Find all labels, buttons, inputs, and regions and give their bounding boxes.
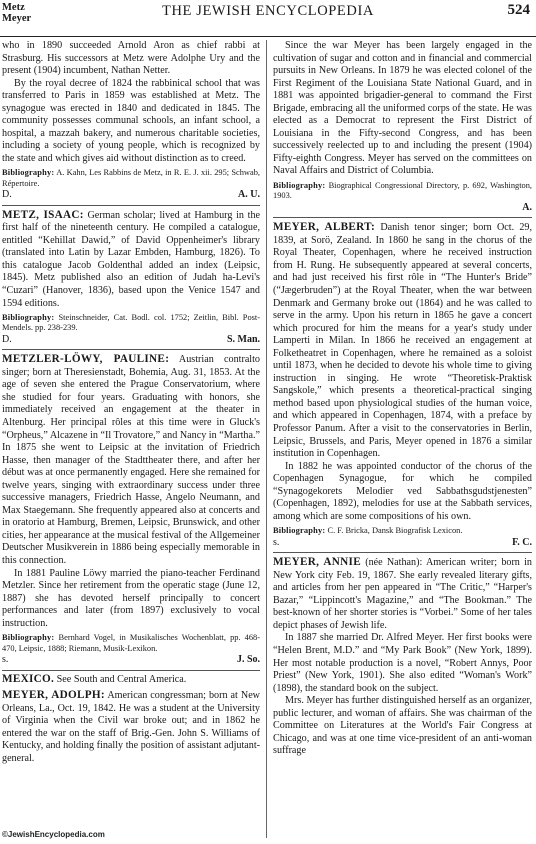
article-meyer-adolph: [2, 689, 260, 765]
bibliography-label: Bibliography:: [2, 168, 55, 178]
author-initials: F. C.: [512, 536, 532, 548]
article-divider: [2, 670, 260, 671]
article-heading: MEXICO.: [2, 672, 55, 685]
article-divider: [273, 552, 532, 553]
article-heading: MEYER, ANNIE: [273, 556, 361, 569]
bibliography: [2, 168, 260, 189]
article-meyer-albert: [273, 221, 532, 460]
signature: [2, 334, 260, 346]
bibliography-text: C. F. Bricka, Dansk Biografisk Lexicon.: [327, 526, 463, 536]
paragraph: In 1881 Pauline Löwy married the piano-teacher Ferdinand Metzler. Since her retirement from the operatic stage (June 12, 1887) she has devoted herself principally to concert performances and later (from 1897) exclusively to vocal instruction.: [2, 567, 260, 629]
paragraph: In 1887 she married Dr. Alfred Meyer. Her first books were “Helen Brent, M.D.” and “My Park Book” (New York, 1899). Her most notable production is a novel, “Robert Annys, Poor Priest” (New York, 1901). She also edited “Woman's Work” (1898), the standard book on the subject.: [273, 632, 532, 694]
left-column: [2, 40, 260, 765]
paragraph: Mrs. Meyer has further distinguished herself as an organizer, public lecturer, and woman of affairs. She was chairman of the Committee on Literatures at the World's Fair Congress at Chicago, and was at one time vice-president of an anti-woman suffrage: [273, 695, 532, 757]
bibliography-text: A. Kahn, Les Rabbins de Metz, in R. E. J. xii. 295; Schwab, Répertoire.: [2, 168, 260, 188]
paragraph: who in 1890 succeeded Arnold Aron as chief rabbi at Strasburg. His successors at Metz were Adolphe Ury and the present (1904) incumbent, Nathan Netter.: [2, 40, 260, 77]
column-divider: [266, 40, 267, 838]
article-divider: [273, 217, 532, 218]
article-heading: METZ, ISAAC:: [2, 208, 84, 221]
article-metzler-lowy: [2, 353, 260, 567]
bibliography-text: Bernhard Vogel, in Musikalisches Wochenblatt, pp. 468-470, Leipsic, 1888; Riemann, Musik-Lexikon.: [2, 633, 261, 653]
bibliography-text: Biographical Congressional Directory, p. 692, Washington, 1903.: [273, 181, 532, 201]
article-text: German scholar; lived at Hamburg in the first half of the nineteenth century. He compiled a catalogue, entitled “Kehillat Dawid,” of David Oppenheimer's library (translated into Latin by Lazar Embden, Hamburg, 1826). To this catalogue Jacob Goldenthal added an index (Leipsic, 1845). Metz published also an edition of Judah ha-Levi's “Cuzari” (Hanover, 1836), based upon the Venice 1547 and 1594 editions.: [2, 209, 261, 309]
headword-bottom: Meyer: [2, 13, 32, 24]
article-divider: [2, 205, 260, 206]
signature: [2, 654, 260, 666]
article-heading: METZLER-LÖWY, PAULINE:: [2, 353, 170, 366]
bibliography: [2, 633, 260, 654]
signature: [273, 202, 532, 214]
copyright-footer: ©JewishEncyclopedia.com: [2, 830, 105, 839]
article-divider: [2, 349, 260, 350]
article-text: Austrian contralto singer; born at Theresienstadt, Bohemia, Aug. 31, 1853. At the age of seven she entered the Prague Conservatorium, where she studied for four years. Graduating with honors, she immediately received an engagement at the theater in Altenburg. Her principal rôles at this time were in Gluck's “Orpheus,” Alcazene in “Il Trovatore,” and Nancy in “Martha.” In 1875 she went to Leipsic at the invitation of Friedrich Hasse, then manager of the Stadttheater there, and after her début was at once permanently engaged. Here she remained for twelve years, singing with extraordinary success under three successive managers, Friedrich Hasse, Angelo Neumann, and Max Staegemann. She frequently appeared also at concerts and in oratorio at Hamburg, Bremen, Leipsic, Brunswick, and other cities, her appearance at the musical festival of the Allgemeiner Deutscher Musikverein in 1886 being especially memorable in this connection.: [2, 354, 260, 567]
author-initials: A.: [522, 201, 532, 213]
article-meyer-annie: [273, 556, 532, 632]
article-mexico: [2, 673, 260, 687]
bibliography: [2, 313, 260, 334]
article-heading: MEYER, ALBERT:: [273, 221, 376, 234]
paragraph: In 1882 he was appointed conductor of the chorus of the Copenhagen Synagogue, for which he compiled “Synagogekorets Melodier ved Sabbathsgudstjenesten” (Copenhagen, 1892), melodies for use at the Sabbath services, among which are some compositions of his own.: [273, 460, 532, 522]
article-heading: MEYER, ADOLPH:: [2, 689, 105, 702]
signature-initial: D.: [2, 333, 12, 345]
article-metz-isaac: [2, 209, 260, 310]
page-header: [0, 0, 536, 37]
signature-initial: s.: [273, 536, 280, 548]
right-column: [273, 40, 532, 758]
article-text: American writer; born in New York city Feb. 19, 1867. She early revealed literary gifts, and articles from her pen appeared in “The Critic,” “Harper's Bazar,” “Lippincott's Magazine,” and “The Bookman.” The best-known of her shorter stories is “Vorbei.” Some of her tales depict phases of Jewish life.: [273, 557, 532, 631]
author-initials: S. Man.: [226, 333, 260, 345]
signature-initial: s.: [2, 654, 9, 666]
paragraph: Since the war Meyer has been largely engaged in the cultivation of sugar and cotton and in financial and commercial pursuits in New Orleans. In 1879 he was elected colonel of the First Regiment of the Louisiana State National Guard, and in 1881 was appointed brigadier-general to command the First Brigade, embracing all the uniformed corps of the state. He was elected as a Democrat to represent the First District of Louisiana in the Fifty-second Congress, and has been successively reelected up to and including the present (1904) Fifty-eighth Congress. Meyer has served on the committees on Naval Affairs and District of Columbia.: [273, 40, 532, 177]
cross-reference: See South and Central America.: [56, 673, 187, 685]
signature: [2, 189, 260, 201]
bibliography: [273, 526, 532, 536]
headword-top: Metz: [2, 2, 25, 13]
signature-initial: D.: [2, 189, 12, 201]
paragraph: By the royal decree of 1824 the rabbinical school that was transferred to Paris in 1859 was established at Metz. The synagogue was erected in 1840 and dedicated in 1845. The community possesses communal schools, an infant school, a hospital, a mazzah bakery, and numerous charitable societies, including a society of young people, which is recognized by the state and which gives aid without distinction as to creed.: [2, 77, 260, 164]
bibliography-label: Bibliography:: [2, 313, 55, 323]
author-initials: J. So.: [236, 654, 260, 666]
bibliography-label: Bibliography:: [273, 181, 326, 191]
bibliography-label: Bibliography:: [273, 526, 326, 536]
bibliography-label: Bibliography:: [2, 633, 55, 643]
article-heading-suffix: (née Nathan):: [365, 557, 423, 569]
journal-title: THE JEWISH ENCYCLOPEDIA: [162, 3, 374, 19]
article-text: Danish tenor singer; born Oct. 29, 1839, at Sorö, Zealand. In 1860 he sang in the chorus of the Royal Theater, Copenhagen, where he received instruction from H. Rung. He subsequently appeared at several concerts, and had just received his first rôle in “The Hunter's Bride” (“Jægerbruden”) at the Royal Theater, when the war between Denmark and Germany broke out (1864) and he was called to serve in the army. Upon his return in 1865 he gave a concert which procured for him the means for a year's study under Lamperti in Milan. In 1866 he received an engagement at Folketheatret in Copenhagen, where he remained as a soloist until 1873, when he decided to devote his whole time to giving instruction in singing. He wrote “Theoretisk-Praktisk Sangskole,” which presents a theoretical-practical singing method based upon physiological studies of the human voice, and which appeared in Copenhagen, 1874, with a preface by Professor Panum. After a visit to the conservatories in Berlin, Leipsic, Brussels, and Paris, Meyer opened in 1876 a similar institution in Copenhagen.: [273, 222, 533, 460]
author-initials: A. U.: [238, 189, 260, 201]
page-number: 524: [507, 2, 530, 18]
bibliography-text: Steinschneider, Cat. Bodl. col. 1752; Zeitlin, Bibl. Post-Mendels. pp. 238-239.: [2, 313, 261, 333]
bibliography: [273, 181, 532, 202]
signature: [273, 537, 532, 549]
article-text: American congressman; born at New Orleans, La., Oct. 19, 1842. He was a student at the University of Virginia when the Civil war broke out; and in 1862 he entered the war on the staff of Brig.-Gen. John S. Williams of Kentucky, and holding finally the position of assistant adjutant-general.: [2, 690, 260, 764]
